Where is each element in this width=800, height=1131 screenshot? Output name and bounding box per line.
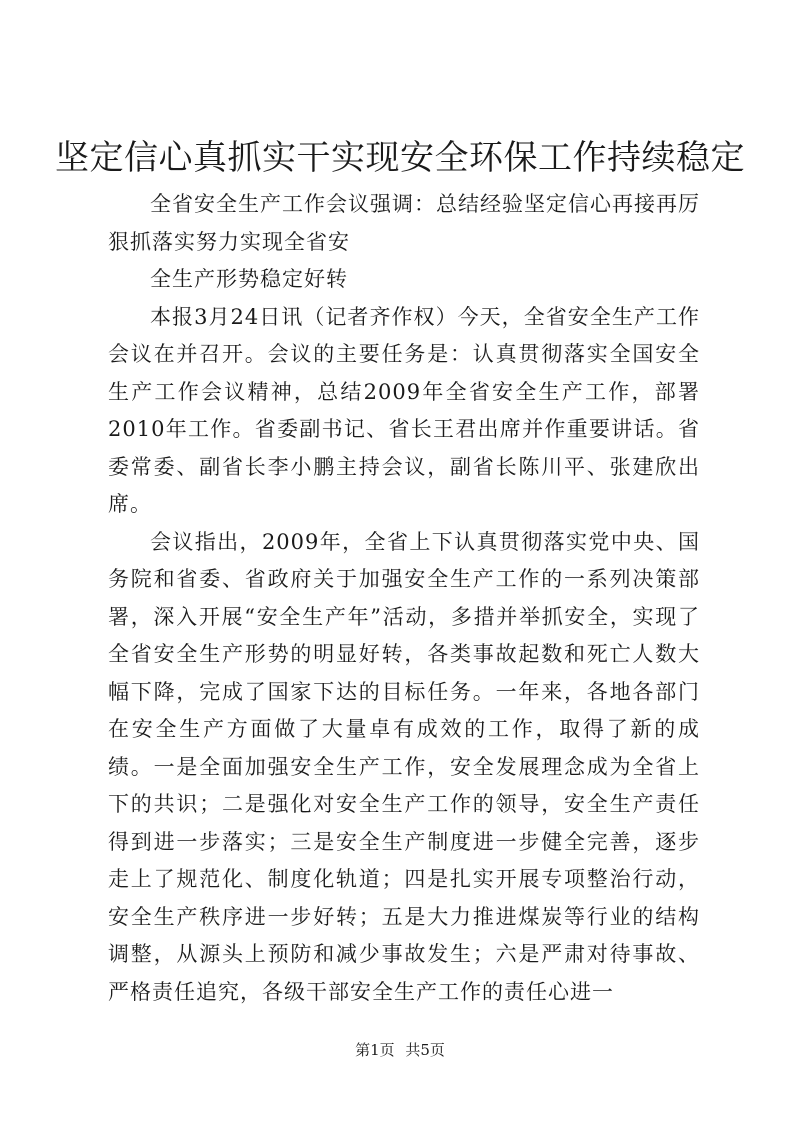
- page-total: 共5页: [405, 1041, 445, 1059]
- page-footer: [0, 1040, 800, 1060]
- page-number: 第1页: [355, 1041, 395, 1059]
- paragraph-meeting-summary: 会议指出，2009年，全省上下认真贯彻落实党中央、国务院和省委、省政府关于加强安全生产工作的一系列决策部署，深入开展“安全生产年”活动，多措并举抓安全，实现了全省安全生产形势的明显好转，各类事故起数和死亡人数大幅下降，完成了国家下达的目标任务。一年来，各地各部门在安全生产方面做了大量卓有成效的工作，取得了新的成绩。一是全面加强安全生产工作，安全发展理念成为全省上下的共识；二是强化对安全生产工作的领导，安全生产责任得到进一步落实；三是安全生产制度进一步健全完善，逐步走上了规范化、制度化轨道；四是扎实开展专项整治行动，安全生产秩序进一步好转；五是大力推进煤炭等行业的结构调整，从源头上预防和减少事故发生；六是严肃对待事故、严格责任追究，各级干部安全生产工作的责任心进一: [108, 529, 700, 1004]
- document-body: [108, 186, 700, 1011]
- paragraph-subheading-2: 全生产形势稳定好转: [150, 267, 348, 291]
- paragraph-subheading-1: 全省安全生产工作会议强调：总结经验坚定信心再接再厉狠抓落实努力实现全省安: [108, 192, 700, 254]
- document-title: 坚定信心真抓实干实现安全环保工作持续稳定: [55, 138, 745, 178]
- paragraph-news-lead: 本报3月24日讯（记者齐作权）今天，全省安全生产工作会议在并召开。会议的主要任务是：认真贯彻落实全国安全生产工作会议精神，总结2009年全省安全生产工作，部署2010年工作。省委副书记、省长王君出席并作重要讲话。省委常委、副省长李小鹏主持会议，副省长陈川平、张建欣出席。: [108, 304, 700, 516]
